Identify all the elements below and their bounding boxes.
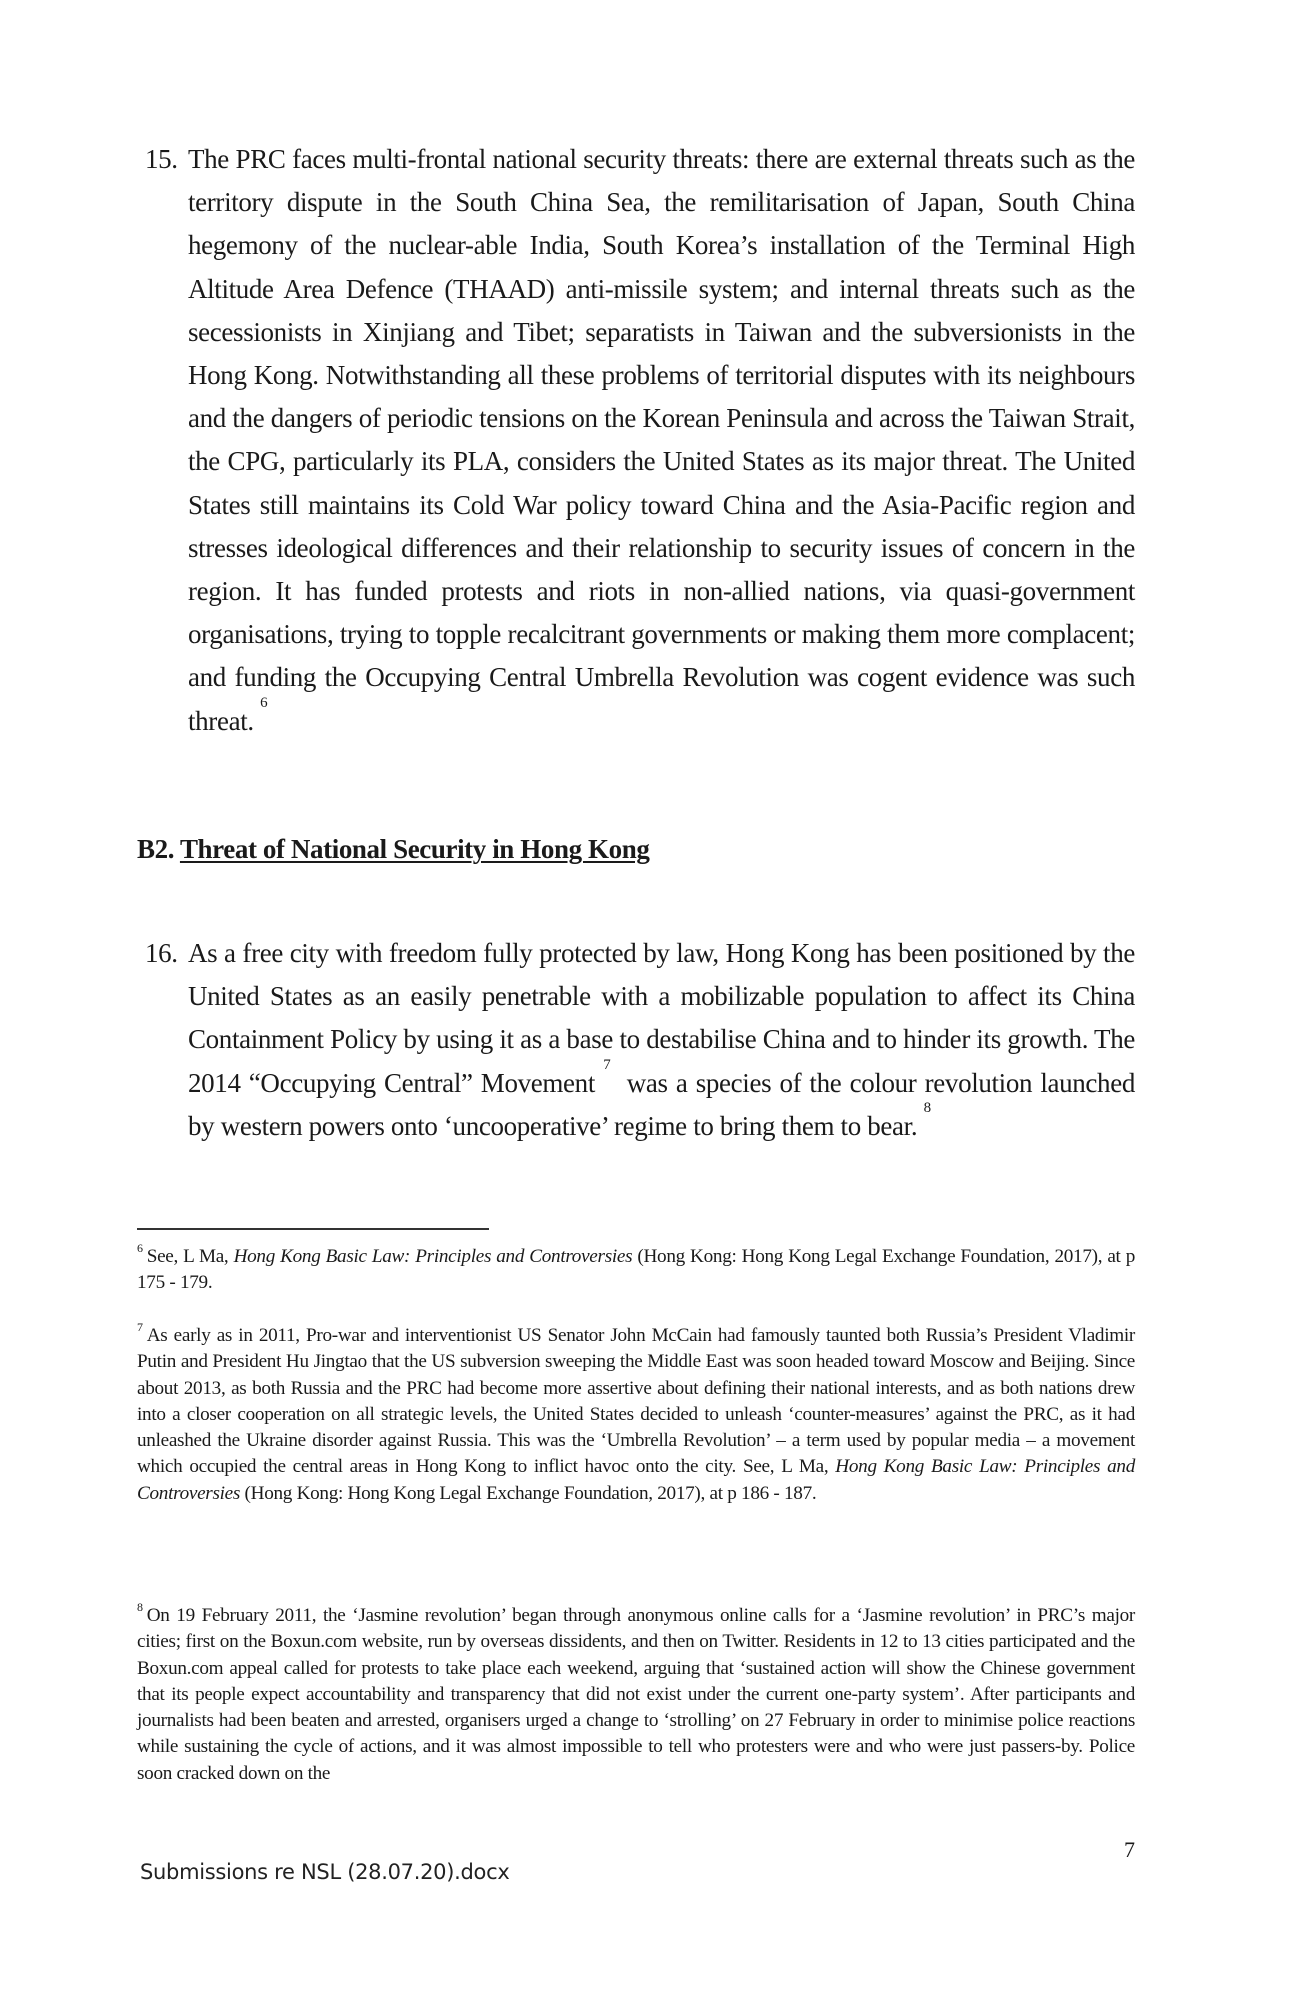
footnote-8: $^8$ On 19 February 2011, the ‘Jasmine revolution’ began through anonymous online calls for a ‘Jasmine revolution’ in PRC’s major cities; first on the Boxun.com website, run by overseas dissidents, and then on Twitter. Residents in 12 to 13 cities participated and the Boxun.com appeal called for protests to take place each weekend, arguing that ‘sustained action will show the Chinese government that its people expect accountability and transparency that did not exist under the current one-party system’. After participants and journalists had been beaten and arrested, organisers urged a change to ‘strolling’ on 27 February in order to minimise police reactions while sustaining the cycle of actions, and it was almost impossible to tell who protesters were and who were just passers-by. Police soon cracked down on the [137,1600,1135,1784]
footnote-7: $^7$ As early as in 2011, Pro-war and interventionist US Senator John McCain had famously taunted both Russia’s President Vladimir Putin and President Hu Jingtao that the US subversion sweeping the Middle East was soon headed toward Moscow and Beijing. Since about 2013, as both Russia and the PRC had become more assertive about defining their national interests, and as both nations drew into a closer cooperation on all strategic levels, the United States decided to unleash ‘counter-measures’ against the PRC, as it had unleashed the Ukraine disorder against Russia. This was the ‘Umbrella Revolution’ – a term used by popular media – a movement which occupied the central areas in Hong Kong to inflict havoc onto the city. See, L Ma, Hong Kong Basic Law: Principles and Controversies (Hong Kong: Hong Kong Legal Exchange Foundation, 2017), at p 186 - 187. [137,1320,1136,1504]
paragraph-number: 16. [145,938,178,968]
paragraph-number: 15. [145,144,178,174]
footnote-6: $^6$ See, L Ma, Hong Kong Basic Law: Principles and Controversies (Hong Kong: Hong Kong Legal Exchange Foundation, 2017), at p 175 - 179. [137,1241,1135,1294]
footnote-number: 7 [137,1320,143,1334]
section-heading [137,834,649,865]
paragraph-body: As a free city with freedom fully protected by law, Hong Kong has been positioned by the United States as an easily penetrable with a mobilizable population to affect its China Containment Policy by using it as a base to destabilise China and to hinder its growth. The 2014 “Occupying Central” Movement $^7$ was a species of the colour revolution launched by western powers onto ‘uncooperative’ regime to bring them to bear. $^8$ [188,938,1135,1141]
paragraph-15 [145,138,1135,743]
footnote-number: 6 [137,1241,143,1255]
section-label: B2. [137,834,175,864]
section-title: Threat of National Security in Hong Kong [179,834,650,864]
citation-title: Hong Kong Basic Law: Principles and Controversies [233,1246,633,1267]
paragraph-16 [145,932,1135,1148]
footnote-separator [137,1228,489,1230]
footnote-ref-7[interactable]: 7 [603,1056,611,1073]
page-number: 7 [1124,1837,1135,1862]
paragraph-body: The PRC faces multi-frontal national security threats: there are external threats such as the territory dispute in the South China Sea, the remilitarisation of Japan, South China hegemony of the nuclear-able India, South Korea’s installation of the Terminal High Altitude Area Defence (THAAD) anti-missile system; and internal threats such as the secessionists in Xinjiang and Tibet; separatists in Taiwan and the subversionists in the Hong Kong. Notwithstanding all these problems of territorial disputes with its neighbours and the dangers of periodic tensions on the Korean Peninsula and across the Taiwan Strait, the CPG, particularly its PLA, considers the United States as its major threat. The United States still maintains its Cold War policy toward China and the Asia-Pacific region and stresses ideological differences and their relationship to security issues of concern in the region. It has funded protests and riots in non-allied nations, via quasi-government organisations, trying to topple recalcitrant governments or making them more complacent; and funding the Occupying Central Umbrella Revolution was cogent evidence was such threat. $^6$ [188,144,1135,736]
footnote-number: 8 [137,1600,143,1614]
footnote-ref-6[interactable]: 6 [260,694,268,711]
footnote-ref-8[interactable]: 8 [923,1099,931,1116]
footer-filename: Submissions re NSL (28.07.20).docx [140,1860,510,1884]
citation-title: Hong Kong Basic Law: Principles and Controversies [137,1456,1136,1504]
